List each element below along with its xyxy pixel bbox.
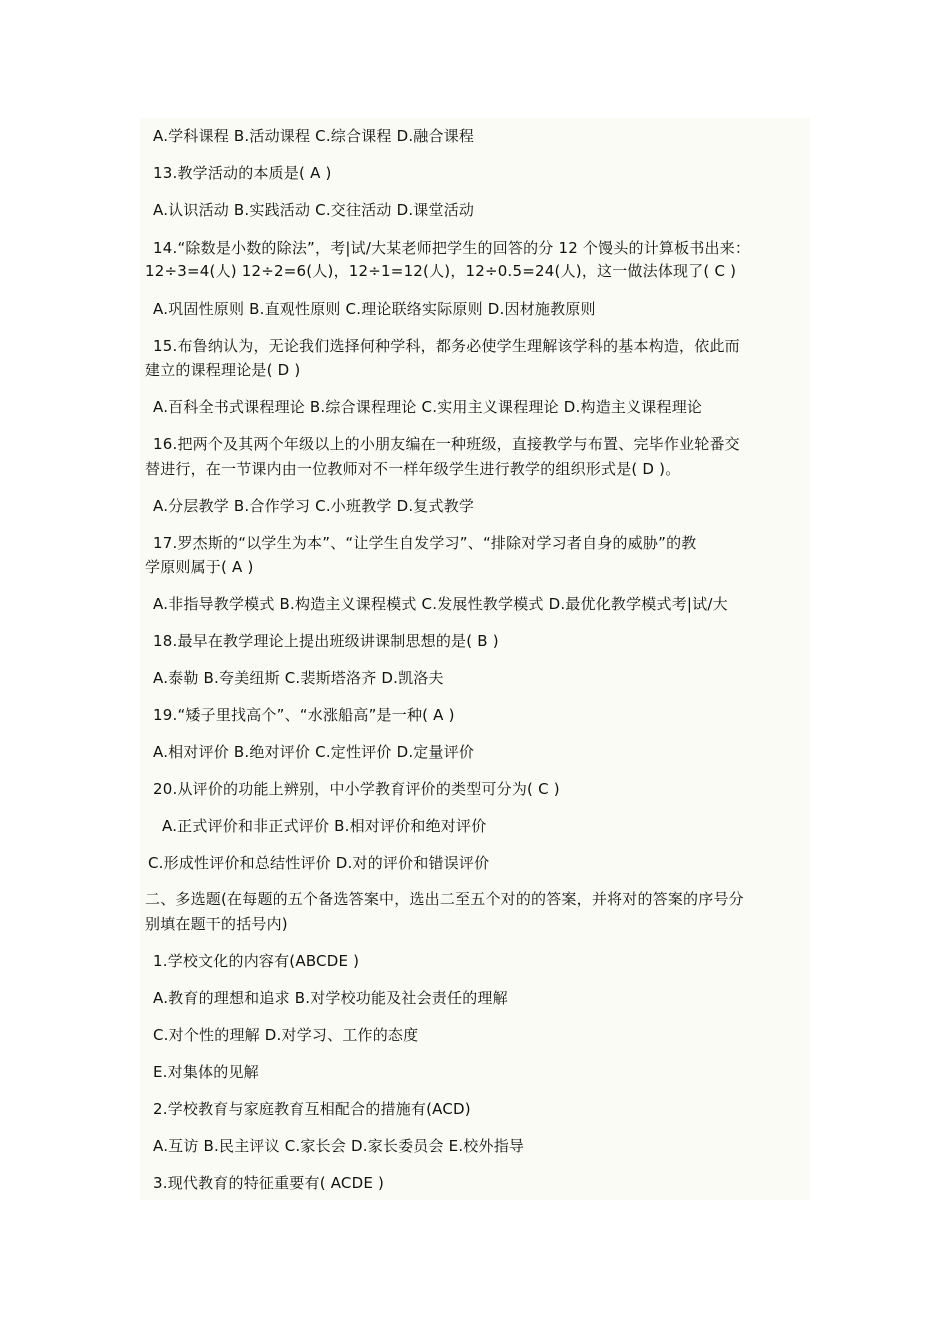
multi-answer-options-q1-line-1: A.教育的理想和追求 B.对学校功能及社会责任的理解: [153, 989, 508, 1007]
question-15-line-2: 建立的课程理论是( D ): [145, 361, 301, 379]
answer-options-q20-line-2: C.形成性评价和总结性评价 D.对的评价和错误评价: [148, 854, 490, 872]
question-14-line-1: 14.“除数是小数的除法”，考|试/大某老师把学生的回答的分 12 个馒头的计算板书出来：: [153, 239, 751, 257]
multi-question-2: 2.学校教育与家庭教育互相配合的措施有(ACD): [153, 1100, 471, 1118]
question-14-line-2: 12÷3=4(人) 12÷2=6(人)，12÷1=12(人)，12÷0.5=24(人)，这一做法体现了( C ): [145, 262, 737, 280]
question-16-line-1: 16.把两个及其两个年级以上的小朋友编在一种班级，直接教学与布置、完毕作业轮番交: [153, 435, 740, 453]
section-heading-line-2: 别填在题干的括号内): [145, 915, 288, 933]
question-17-line-2: 学原则属于( A ): [145, 558, 254, 576]
answer-options-q19: A.相对评价 B.绝对评价 C.定性评价 D.定量评价: [153, 743, 475, 761]
answer-options-q12: A.学科课程 B.活动课程 C.综合课程 D.融合课程: [153, 127, 475, 145]
question-13: 13.教学活动的本质是( A ): [153, 164, 332, 182]
answer-options-q17: A.非指导教学模式 B.构造主义课程模式 C.发展性教学模式 D.最优化教学模式考|试/大: [153, 595, 728, 613]
section-heading-line-1: 二、多选题(在每题的五个备选答案中，选出二至五个对的的答案，并将对的答案的序号分: [145, 890, 744, 908]
question-16-line-2: 替进行，在一节课内由一位教师对不一样年级学生进行教学的组织形式是( D )。: [145, 460, 681, 478]
answer-options-q14: A.巩固性原则 B.直观性原则 C.理论联络实际原则 D.因材施教原则: [153, 300, 596, 318]
question-20: 20.从评价的功能上辨别，中小学教育评价的类型可分为( C ): [153, 780, 560, 798]
question-18: 18.最早在教学理论上提出班级讲课制思想的是( B ): [153, 632, 499, 650]
question-15-line-1: 15.布鲁纳认为，无论我们选择何种学科，都务必使学生理解该学科的基本构造，依此而: [153, 337, 740, 355]
question-17-line-1: 17.罗杰斯的“以学生为本”、“让学生自发学习”、“排除对学习者自身的威胁”的教: [153, 534, 697, 552]
answer-options-q18: A.泰勒 B.夸美纽斯 C.裴斯塔洛齐 D.凯洛夫: [153, 669, 444, 687]
answer-options-q20-line-1: A.正式评价和非正式评价 B.相对评价和绝对评价: [162, 817, 487, 835]
answer-options-q16: A.分层教学 B.合作学习 C.小班教学 D.复式教学: [153, 497, 475, 515]
multi-answer-options-q1-line-2: C.对个性的理解 D.对学习、工作的态度: [153, 1026, 419, 1044]
multi-question-1: 1.学校文化的内容有(ABCDE ): [153, 952, 360, 970]
question-19: 19.“矮子里找高个”、“水涨船高”是一种( A ): [153, 706, 455, 724]
answer-options-q15: A.百科全书式课程理论 B.综合课程理论 C.实用主义课程理论 D.构造主义课程理论: [153, 398, 703, 416]
multi-answer-options-q1-line-3: E.对集体的见解: [153, 1063, 259, 1081]
multi-question-3: 3.现代教育的特征重要有( ACDE ): [153, 1174, 385, 1192]
answer-options-q13: A.认识活动 B.实践活动 C.交往活动 D.课堂活动: [153, 201, 475, 219]
multi-answer-options-q2: A.互访 B.民主评议 C.家长会 D.家长委员会 E.校外指导: [153, 1137, 525, 1155]
